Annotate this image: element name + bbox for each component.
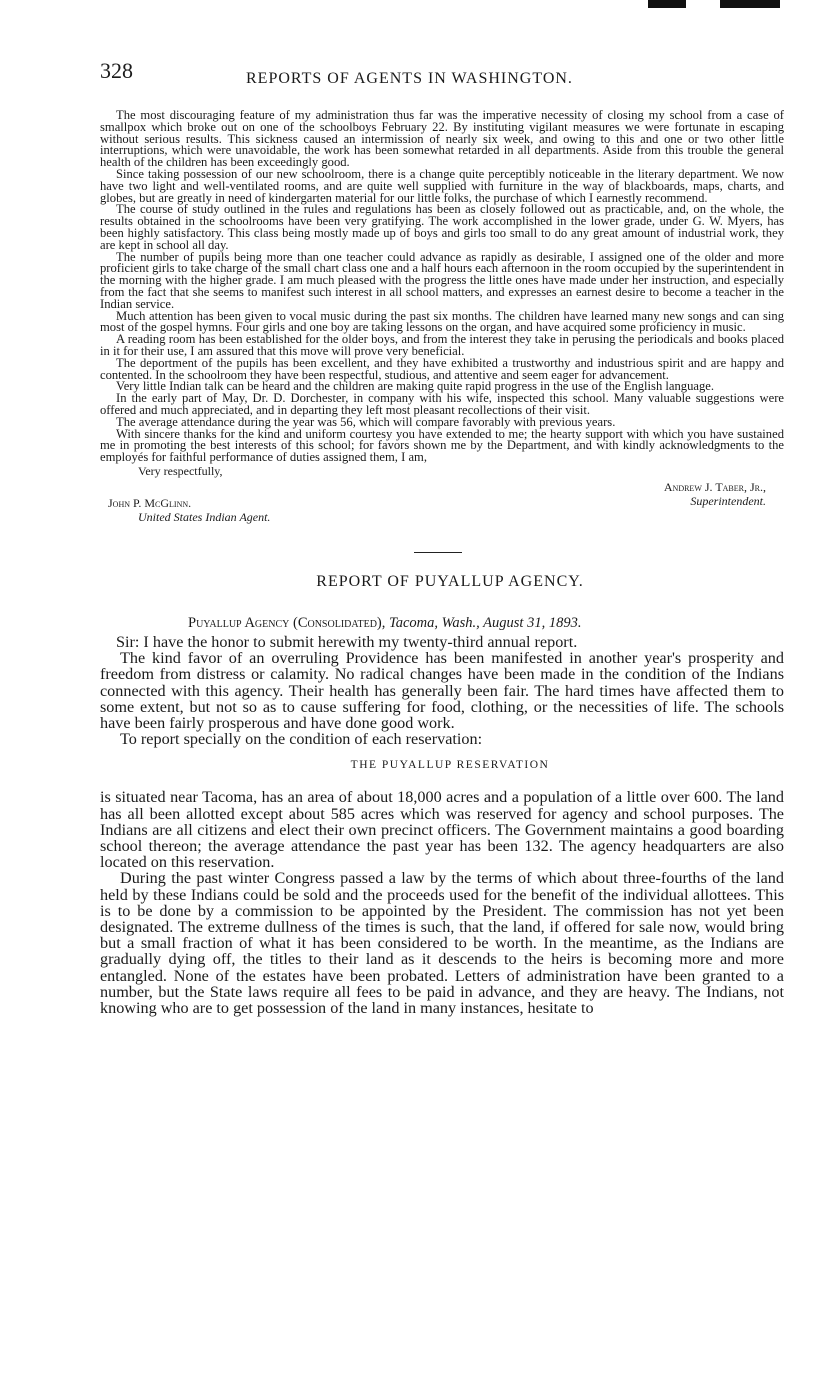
section-heading: THE PUYALLUP RESERVATION: [350, 759, 550, 772]
puyallup-report-body: [100, 634, 784, 747]
running-head: [100, 58, 784, 98]
scan-edge-mark: [648, 0, 686, 8]
closing: Very respectfully,: [138, 463, 223, 478]
agent-title: United States Indian Agent.: [138, 509, 271, 524]
previous-report-body: [100, 110, 784, 464]
paragraph: To report specially on the condition of each reservation:: [120, 730, 483, 749]
paragraph: Since taking possession of our new schoolroom, there is a change quite perceptibly noticeable in the literary department. We now have two light and well-ventilated rooms, and are quite well supplied with furniture in the way of blackboards, maps, charts, and globes, but are greatly in need of kindergarten material for our little folks, the purchase of which I earnestly recommend.: [100, 166, 784, 205]
agent-name: John P. McGlinn.: [108, 495, 192, 510]
paragraph: The number of pupils being more than one teacher could advance as rapidly as desirable, I assigned one of the older and more proficient girls to take charge of the small chart class one and a half hours each afternoon in the room occupied by the superintendent in the morning with the higher grade. I am much pleased with the progress the little ones have made under her instruction, and especially from the fact that she seems to manifest such interest in all school matters, and expresses an earnest desire to become a teacher in the Indian service.: [100, 249, 784, 311]
paragraph: The average attendance during the year was 56, which will compare favorably with previous years.: [116, 414, 616, 429]
scan-edge-mark: [720, 0, 780, 8]
dateline: [100, 615, 784, 632]
running-title: REPORTS OF AGENTS IN WASHINGTON.: [246, 70, 573, 87]
dateline-agency: Puyallup Agency (Consolidated),: [188, 614, 386, 631]
superintendent-title: Superintendent.: [690, 493, 766, 508]
puyallup-reservation-body: [100, 789, 784, 1016]
paragraph: The course of study outlined in the rules and regulations has been as closely followed out as practicable, and, on the whole, the results obtained in the schoolrooms have been very gratifying. The work accomplished in the lower grade, under G. W. Myers, has been highly satisfactory. This class being mostly made up of boys and girls too small to do any great amount of industrial work, they are kept in school all day.: [100, 202, 784, 252]
paragraph: The deportment of the pupils has been excellent, and they have exhibited a trustworthy and industrious spirit and are happy and contented. In the schoolroom they have been respectful, studious, and attentive and seem eager for advancement.: [100, 355, 784, 382]
superintendent-name: Andrew J. Taber, Jr.,: [663, 479, 766, 494]
paragraph: With sincere thanks for the kind and uniform courtesy you have extended to me; the hearty support with which you have sustained me in promoting the best interests of this school; for favors shown me by the Department, and with kindly acknowledgments to the employés for faithful performance of duties assigned them, I am,: [100, 426, 784, 465]
paragraph: In the early part of May, Dr. D. Dorchester, in company with his wife, inspected this school. Many valuable suggestions were offered and much appreciated, and in departing they left most pleasant recollections of their visit.: [100, 391, 784, 417]
paragraph: The most discouraging feature of my administration thus far was the imperative necessity of closing my school from a case of smallpox which broke out on one of the schoolboys February 22. By instituting vigilant measures we were fortunate in escaping without serious results. This sickness caused an intermission of nearly six week, and owing to this and one or two other little interruptions, which were unavoidable, the work has been somewhat retarded in all departments. Aside from this trouble the general health of the children has been exceedingly good.: [100, 108, 784, 170]
paragraph: The kind favor of an overruling Providence has been manifested in another year's prosperity and freedom from distress or calamity. No radical changes have been made in the condition of the Indians connected with this agency. Their health has generally been fair. The hard times have affected them to some extent, but not so as to cause suffering for food, clothing, or the necessities of life. The schools have been fairly prosperous and have done good work.: [100, 649, 784, 732]
paragraph: A reading room has been established for the older boys, and from the interest they take in perusing the periodicals and books placed in it for their use, I am assured that this move will prove very beneficial.: [100, 332, 784, 358]
paragraph: is situated near Tacoma, has an area of about 18,000 acres and a population of a little over 600. The land has all been allotted except about 585 acres which was reserved for agency and school purposes. The Indians are all citizens and elect their own precinct officers. The Government maintains a good boarding school thereon; the average attendance the past year has been 132. The agency headquarters are also located on this reservation.: [100, 788, 784, 872]
paragraph: During the past winter Congress passed a law by the terms of which about three-fourths of the land held by these Indians could be sold and the proceeds used for the benefit of the individual allottees. This is to be done by a commission to be appointed by the President. The commission has not yet been designated. The extreme dullness of the times is such, that the land, if offered for sale now, would bring but a small fraction of what it has been considered to be worth. In the meantime, as the Indians are gradually dying off, the titles to their land as it descends to the heirs is becoming more and more entangled. None of the estates have been probated. Letters of administration have been granted to a number, but the State laws require all fees to be paid in advance, and they are heavy. The Indians, not knowing who are to get possession of the land in many instances, hesitate to: [100, 869, 784, 1017]
section-divider: [414, 552, 462, 553]
salutation: Sir: I have the honor to submit herewith my twenty-third annual report.: [116, 632, 578, 651]
document-page: [100, 58, 784, 1016]
signature-block: [100, 464, 784, 530]
paragraph: Much attention has been given to vocal music during the past six months. The children have learned many new songs and can sing most of the gospel hymns. Four girls and one boy are taking lessons on the organ, and have acquired some proficiency in music.: [100, 308, 784, 335]
paragraph: Very little Indian talk can be heard and the children are making quite rapid progress in the use of the English language.: [116, 379, 715, 394]
dateline-place: Tacoma, Wash., August 31, 1893.: [389, 614, 582, 631]
report-title: REPORT OF PUYALLUP AGENCY.: [316, 572, 584, 590]
page-number: 328: [100, 58, 133, 83]
